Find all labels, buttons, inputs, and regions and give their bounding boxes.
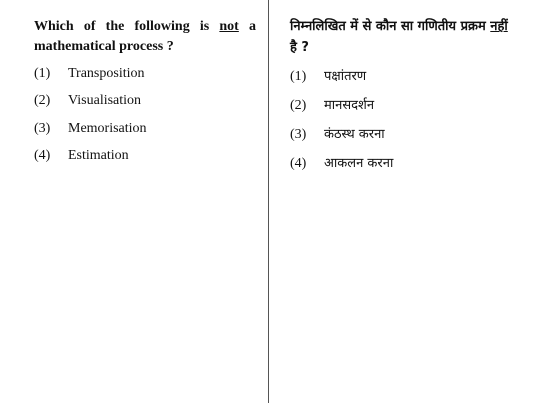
option-number: (2) xyxy=(34,93,51,108)
hindi-question-end: है ? xyxy=(290,40,309,55)
option-number: (2) xyxy=(290,98,307,113)
option-number: (1) xyxy=(290,69,307,84)
hindi-option-4 xyxy=(290,155,393,173)
option-text: Transposition xyxy=(68,66,145,81)
option-text: Estimation xyxy=(68,148,129,163)
option-text: Visualisation xyxy=(68,93,142,108)
option-text: आकलन करना xyxy=(324,156,394,171)
hindi-option-2 xyxy=(290,97,374,115)
english-option-4 xyxy=(34,147,129,165)
hindi-question-start: निम्नलिखित में से कौन सा गणितीय प्रक्रम xyxy=(290,19,491,34)
option-text: कंठस्थ करना xyxy=(324,127,385,142)
option-number: (1) xyxy=(34,66,51,81)
english-question-start: Which of the following is xyxy=(34,19,220,34)
english-option-3 xyxy=(34,120,147,138)
option-number: (3) xyxy=(290,127,307,142)
option-text: पक्षांतरण xyxy=(324,69,367,84)
option-number: (4) xyxy=(34,148,51,163)
english-question xyxy=(34,17,256,57)
option-number: (3) xyxy=(34,121,51,136)
hindi-option-3 xyxy=(290,126,385,144)
option-number: (4) xyxy=(290,156,307,171)
column-divider xyxy=(268,0,269,403)
english-question-emphasis: not xyxy=(219,19,239,34)
option-text: Memorisation xyxy=(68,121,147,136)
hindi-question-emphasis: नहीं xyxy=(490,19,508,34)
english-option-2 xyxy=(34,92,141,110)
english-question-end: a mathematical process ? xyxy=(34,19,256,54)
hindi-option-1 xyxy=(290,68,366,86)
hindi-question xyxy=(290,16,512,58)
english-option-1 xyxy=(34,65,145,83)
option-text: मानसदर्शन xyxy=(324,98,375,113)
